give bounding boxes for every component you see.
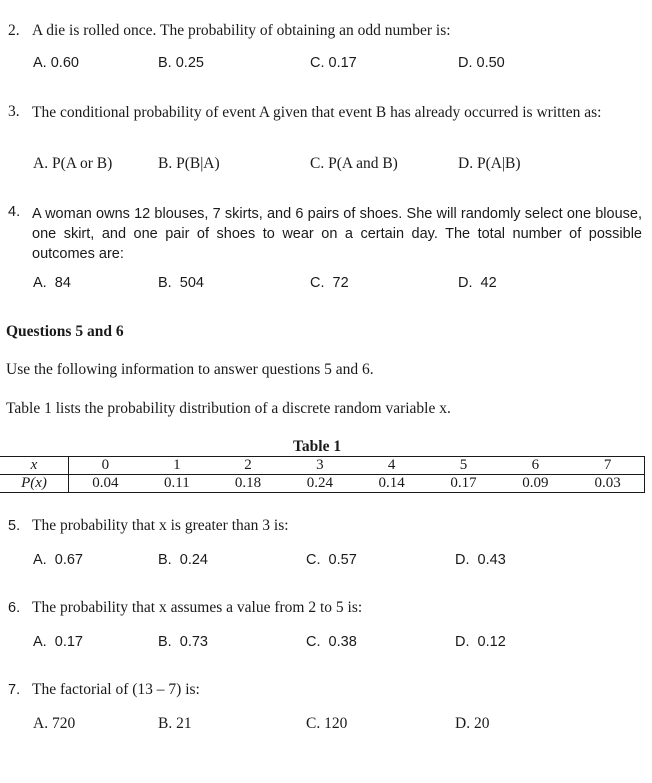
- question-6-option-d[interactable]: D. 0.12: [455, 634, 506, 650]
- section-heading: Questions 5 and 6: [6, 323, 124, 340]
- question-5-option-b[interactable]: B. 0.24: [158, 552, 208, 568]
- table-p-value: 0.14: [356, 475, 428, 493]
- question-5-text: The probability that x is greater than 3 is:: [32, 517, 289, 534]
- question-4-number: 4.: [8, 204, 21, 220]
- table-x-value: 2: [212, 457, 284, 475]
- question-2-number: 2.: [8, 22, 20, 39]
- question-3-option-a[interactable]: A. P(A or B): [33, 155, 113, 172]
- question-6-option-c[interactable]: C. 0.38: [306, 634, 357, 650]
- question-6-option-a[interactable]: A. 0.17: [33, 634, 83, 650]
- question-3-text: The conditional probability of event A given that event B has already occurred is written as:: [32, 104, 602, 121]
- question-6-option-b[interactable]: B. 0.73: [158, 634, 208, 650]
- question-3-option-c[interactable]: C. P(A and B): [310, 155, 398, 172]
- table-p-value: 0.11: [142, 475, 212, 493]
- question-6-number: 6.: [8, 600, 21, 616]
- table-x-value: 1: [142, 457, 212, 475]
- question-3-option-b[interactable]: B. P(B|A): [158, 155, 220, 172]
- question-4-text: A woman owns 12 blouses, 7 skirts, and 6 pairs of shoes. She will randomly select one blouse, one skirt, and one pair of shoes to wear on a certain day. The total number of possible outcomes are:: [32, 206, 642, 262]
- question-3-number: 3.: [8, 103, 20, 120]
- question-7-text: The factorial of (13 – 7) is:: [32, 681, 200, 698]
- question-5-option-c[interactable]: C. 0.57: [306, 552, 357, 568]
- table-x-value: 4: [356, 457, 428, 475]
- table-intro: Table 1 lists the probability distribution of a discrete random variable x.: [6, 400, 451, 417]
- question-7-number: 7.: [8, 682, 21, 698]
- question-4-option-a[interactable]: A. 84: [33, 275, 71, 291]
- table-p-value: 0.17: [428, 475, 500, 493]
- question-7-option-a[interactable]: A. 720: [33, 715, 76, 732]
- question-2-text: A die is rolled once. The probability of obtaining an odd number is:: [32, 22, 451, 39]
- table-p-label: P(x): [0, 475, 69, 493]
- question-2-option-b[interactable]: B. 0.25: [158, 55, 204, 71]
- question-5-option-a[interactable]: A. 0.67: [33, 552, 83, 568]
- question-4-option-c[interactable]: C. 72: [310, 275, 349, 291]
- table-x-value: 0: [69, 457, 142, 475]
- question-7-option-d[interactable]: D. 20: [455, 715, 490, 732]
- table-x-value: 7: [571, 457, 644, 475]
- question-7-option-b[interactable]: B. 21: [158, 715, 192, 732]
- question-2-option-a[interactable]: A. 0.60: [33, 55, 79, 71]
- table-caption: Table 1: [293, 438, 342, 455]
- table-x-value: 6: [499, 457, 571, 475]
- table-x-value: 5: [428, 457, 500, 475]
- table-row-x: [0, 457, 645, 475]
- question-7-option-c[interactable]: C. 120: [306, 715, 348, 732]
- table-p-value: 0.09: [499, 475, 571, 493]
- table-x-value: 3: [284, 457, 356, 475]
- table-p-value: 0.18: [212, 475, 284, 493]
- question-2-option-d[interactable]: D. 0.50: [458, 55, 505, 71]
- question-5-number: 5.: [8, 518, 21, 534]
- table-p-value: 0.24: [284, 475, 356, 493]
- question-2-option-c[interactable]: C. 0.17: [310, 55, 357, 71]
- probability-distribution-table: [0, 456, 645, 493]
- question-5-option-d[interactable]: D. 0.43: [455, 552, 506, 568]
- table-row-p: [0, 475, 645, 493]
- question-6-text: The probability that x assumes a value from 2 to 5 is:: [32, 599, 363, 616]
- question-4-option-b[interactable]: B. 504: [158, 275, 204, 291]
- table-p-value: 0.04: [69, 475, 142, 493]
- question-3-option-d[interactable]: D. P(A|B): [458, 155, 521, 172]
- table-p-value: 0.03: [571, 475, 644, 493]
- section-instruction: Use the following information to answer questions 5 and 6.: [6, 361, 374, 378]
- table-x-label: x: [0, 457, 69, 475]
- question-4-option-d[interactable]: D. 42: [458, 275, 497, 291]
